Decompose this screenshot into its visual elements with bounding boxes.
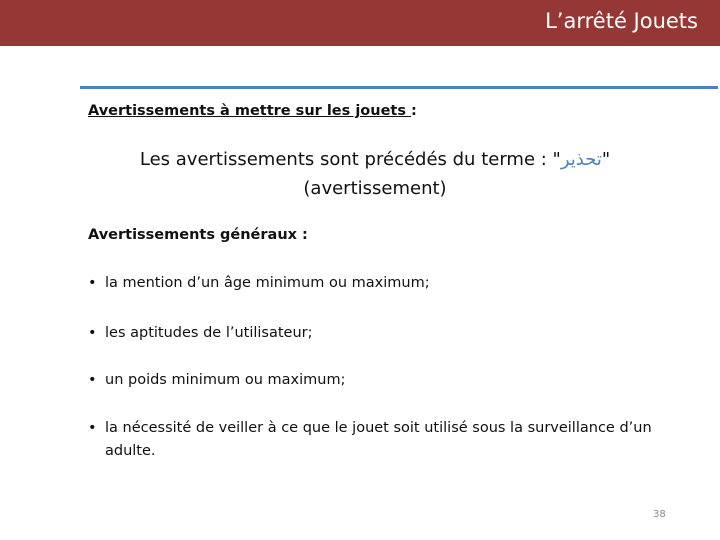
intro-paragraph xyxy=(110,145,640,203)
bullet-icon: • xyxy=(88,420,97,436)
intro-text-start: Les avertissements sont précédés du terme : " xyxy=(139,149,561,170)
list-item-text: la mention d’un âge minimum ou maximum; xyxy=(105,275,430,291)
section-heading-text: Avertissements à mettre sur les jouets xyxy=(88,103,412,119)
bullet-icon: • xyxy=(88,325,97,341)
list-item-text: les aptitudes de l’utilisateur; xyxy=(105,325,313,341)
slide-title: L’arrêté Jouets xyxy=(545,9,698,33)
title-bar xyxy=(0,0,720,46)
list-item xyxy=(88,322,688,345)
section-heading xyxy=(88,101,417,121)
page-number: 38 xyxy=(653,509,666,520)
bullet-icon: • xyxy=(88,275,97,291)
arabic-term: تحذير xyxy=(560,149,602,170)
list-item xyxy=(88,272,688,295)
intro-text-end: " (avertissement) xyxy=(303,149,611,199)
list-item xyxy=(88,417,688,463)
general-warnings-heading: Avertissements généraux : xyxy=(88,227,308,243)
list-item-text: un poids minimum ou maximum; xyxy=(105,372,346,388)
list-item xyxy=(88,369,688,392)
section-heading-colon: : xyxy=(411,103,417,119)
list-item-text: la nécessité de veiller à ce que le jouet soit utilisé sous la surveillance d’un adulte. xyxy=(105,420,652,459)
divider-line xyxy=(80,86,718,89)
bullet-icon: • xyxy=(88,372,97,388)
